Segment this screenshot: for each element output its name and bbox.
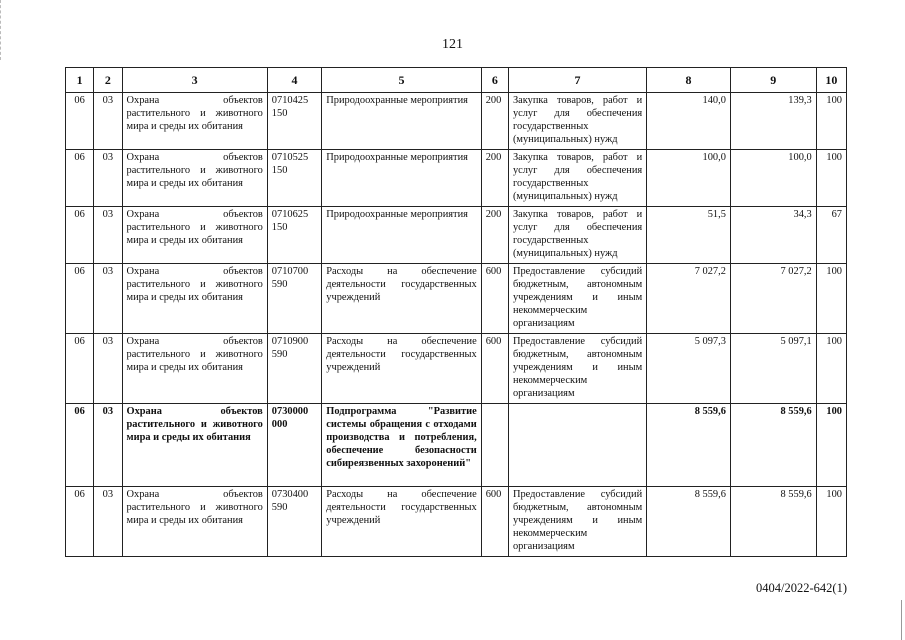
target-article-name: Расходы на обеспечение деятельности государственных учреждений bbox=[322, 334, 481, 404]
expense-type-code: 200 bbox=[481, 150, 508, 207]
expense-type-name: Предоставление субсидий бюджетным, автономным учреждениям и иным некоммерческим организациям bbox=[508, 334, 646, 404]
target-article-code: 0710700 590 bbox=[267, 264, 321, 334]
executed-amount: 8 559,6 bbox=[730, 487, 816, 557]
execution-percent: 100 bbox=[816, 264, 846, 334]
executed-amount: 7 027,2 bbox=[730, 264, 816, 334]
executed-amount: 5 097,1 bbox=[730, 334, 816, 404]
subsection-name: Охрана объектов растительного и животного мира и среды их обитания bbox=[122, 93, 267, 150]
planned-amount: 5 097,3 bbox=[647, 334, 731, 404]
subsection-code: 03 bbox=[94, 93, 122, 150]
subsection-name: Охрана объектов растительного и животного мира и среды их обитания bbox=[122, 207, 267, 264]
table-row bbox=[66, 93, 847, 150]
execution-percent: 100 bbox=[816, 93, 846, 150]
expense-type-code: 200 bbox=[481, 93, 508, 150]
section-code: 06 bbox=[66, 334, 94, 404]
target-article-name: Природоохранные мероприятия bbox=[322, 207, 481, 264]
subsection-name: Охрана объектов растительного и животного мира и среды их обитания bbox=[122, 334, 267, 404]
execution-percent: 100 bbox=[816, 334, 846, 404]
target-article-name: Расходы на обеспечение деятельности государственных учреждений bbox=[322, 487, 481, 557]
execution-percent: 100 bbox=[816, 150, 846, 207]
subsection-code: 03 bbox=[94, 207, 122, 264]
subsection-code: 03 bbox=[94, 150, 122, 207]
executed-amount: 8 559,6 bbox=[730, 404, 816, 487]
target-article-code: 0710625 150 bbox=[267, 207, 321, 264]
target-article-code: 0730000 000 bbox=[267, 404, 321, 487]
target-article-name: Подпрограмма "Развитие системы обращения с отходами производства и потребления, обеспечение безопасности сибиреязвенных захоронений" bbox=[322, 404, 481, 487]
section-code: 06 bbox=[66, 487, 94, 557]
expense-type-name: Закупка товаров, работ и услуг для обеспечения государственных (муниципальных) нужд bbox=[508, 207, 646, 264]
expense-type-name: Закупка товаров, работ и услуг для обеспечения государственных (муниципальных) нужд bbox=[508, 93, 646, 150]
section-code: 06 bbox=[66, 93, 94, 150]
target-article-code: 0710900 590 bbox=[267, 334, 321, 404]
table-row bbox=[66, 487, 847, 557]
table-row-subprogram bbox=[66, 404, 847, 487]
expense-type-code: 600 bbox=[481, 487, 508, 557]
header-cell: 5 bbox=[322, 68, 481, 93]
executed-amount: 100,0 bbox=[730, 150, 816, 207]
table-row bbox=[66, 334, 847, 404]
subsection-code: 03 bbox=[94, 404, 122, 487]
expense-type-code: 200 bbox=[481, 207, 508, 264]
budget-table bbox=[65, 67, 847, 557]
expense-type-code bbox=[481, 404, 508, 487]
table-row bbox=[66, 207, 847, 264]
planned-amount: 8 559,6 bbox=[647, 404, 731, 487]
subsection-name: Охрана объектов растительного и животного мира и среды их обитания bbox=[122, 150, 267, 207]
scan-edge-mark-right bbox=[901, 600, 902, 640]
header-cell: 7 bbox=[508, 68, 646, 93]
header-cell: 9 bbox=[730, 68, 816, 93]
subsection-name: Охрана объектов растительного и животного мира и среды их обитания bbox=[122, 487, 267, 557]
planned-amount: 51,5 bbox=[647, 207, 731, 264]
subsection-name: Охрана объектов растительного и животного мира и среды их обитания bbox=[122, 264, 267, 334]
planned-amount: 8 559,6 bbox=[647, 487, 731, 557]
execution-percent: 100 bbox=[816, 404, 846, 487]
section-code: 06 bbox=[66, 150, 94, 207]
subsection-name: Охрана объектов растительного и животного мира и среды их обитания bbox=[122, 404, 267, 487]
executed-amount: 34,3 bbox=[730, 207, 816, 264]
planned-amount: 100,0 bbox=[647, 150, 731, 207]
section-code: 06 bbox=[66, 404, 94, 487]
section-code: 06 bbox=[66, 207, 94, 264]
expense-type-name: Предоставление субсидий бюджетным, автономным учреждениям и иным некоммерческим организациям bbox=[508, 264, 646, 334]
subsection-code: 03 bbox=[94, 264, 122, 334]
page-number: 121 bbox=[442, 37, 463, 52]
planned-amount: 7 027,2 bbox=[647, 264, 731, 334]
header-cell: 3 bbox=[122, 68, 267, 93]
header-cell: 4 bbox=[267, 68, 321, 93]
section-code: 06 bbox=[66, 264, 94, 334]
header-cell: 1 bbox=[66, 68, 94, 93]
expense-type-name: Предоставление субсидий бюджетным, автономным учреждениям и иным некоммерческим организациям bbox=[508, 487, 646, 557]
target-article-name: Природоохранные мероприятия bbox=[322, 93, 481, 150]
target-article-name: Расходы на обеспечение деятельности государственных учреждений bbox=[322, 264, 481, 334]
expense-type-code: 600 bbox=[481, 334, 508, 404]
target-article-code: 0730400 590 bbox=[267, 487, 321, 557]
header-cell: 10 bbox=[816, 68, 846, 93]
header-cell: 2 bbox=[94, 68, 122, 93]
planned-amount: 140,0 bbox=[647, 93, 731, 150]
target-article-code: 0710525 150 bbox=[267, 150, 321, 207]
header-cell: 8 bbox=[647, 68, 731, 93]
target-article-name: Природоохранные мероприятия bbox=[322, 150, 481, 207]
target-article-code: 0710425 150 bbox=[267, 93, 321, 150]
table-row bbox=[66, 264, 847, 334]
table-row bbox=[66, 150, 847, 207]
document-code: 0404/2022-642(1) bbox=[756, 581, 847, 595]
executed-amount: 139,3 bbox=[730, 93, 816, 150]
execution-percent: 100 bbox=[816, 487, 846, 557]
subsection-code: 03 bbox=[94, 487, 122, 557]
expense-type-code: 600 bbox=[481, 264, 508, 334]
header-cell: 6 bbox=[481, 68, 508, 93]
execution-percent: 67 bbox=[816, 207, 846, 264]
subsection-code: 03 bbox=[94, 334, 122, 404]
expense-type-name: Закупка товаров, работ и услуг для обеспечения государственных (муниципальных) нужд bbox=[508, 150, 646, 207]
table-header-row bbox=[66, 68, 847, 93]
expense-type-name bbox=[508, 404, 646, 487]
